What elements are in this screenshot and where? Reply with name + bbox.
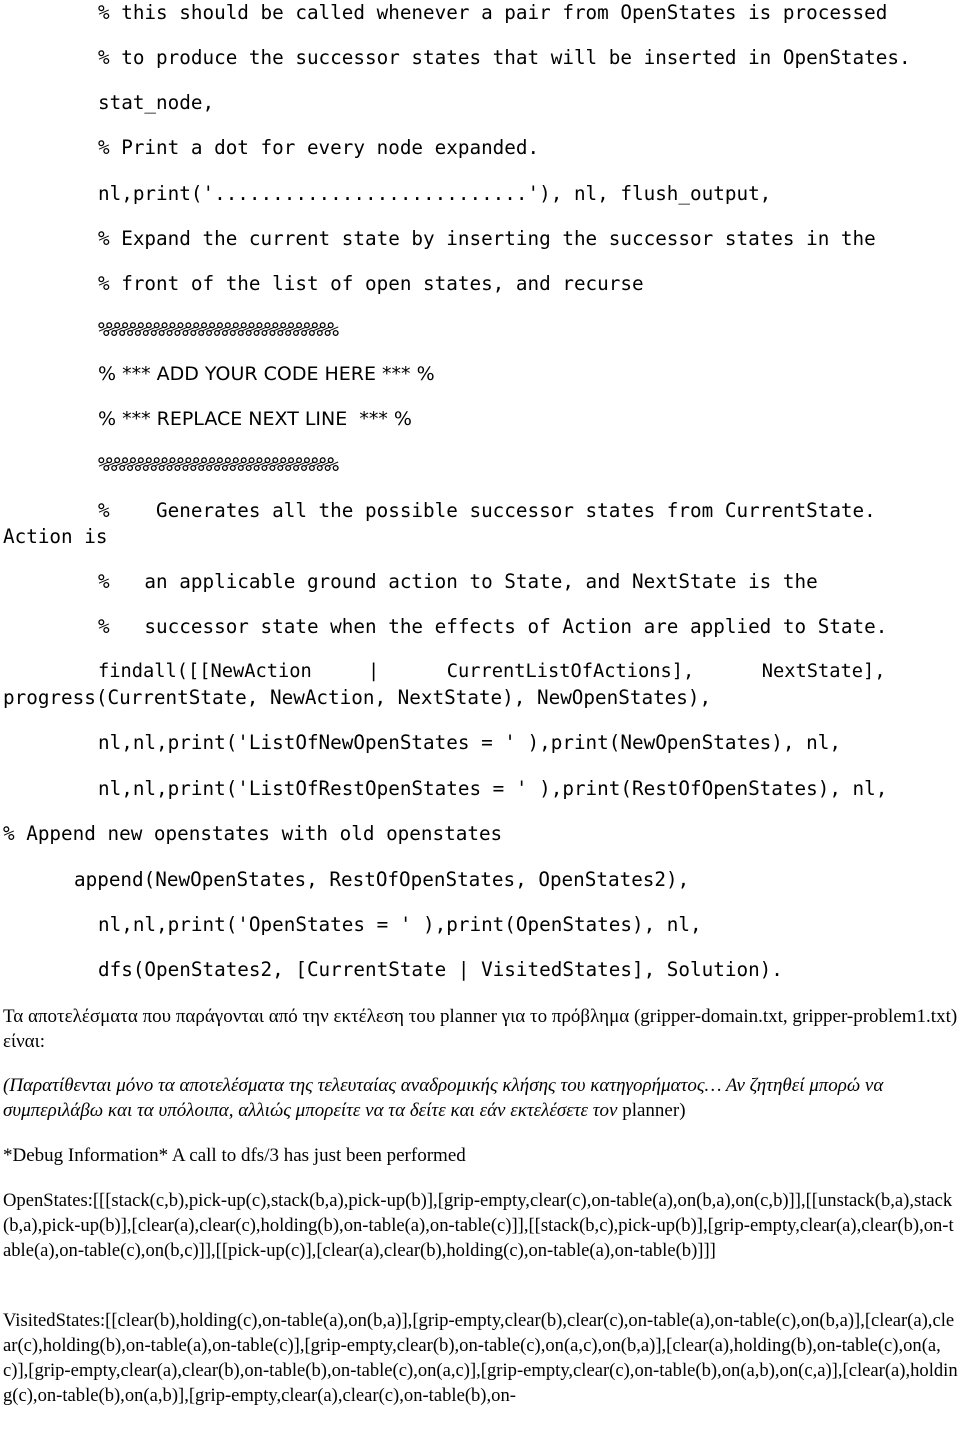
debug-info-line: *Debug Information* A call to dfs/3 has just been performed xyxy=(3,1145,466,1166)
code-separator-line: %%%%%%%%%%%%%%%%%%%%%%%%%%%%%% xyxy=(98,453,336,476)
note-paragraph xyxy=(3,1073,958,1123)
open-states-paragraph: OpenStates:[[[stack(c,b),pick-up(c),stack(b,a),pick-up(b)],[grip-empty,clear(c),on-table(a),on(b,a),on(c,b)]],[[unstack(b,a),stack(b,a),pick-up(b)],[clear(a),clear(c),holding(b),on-table(a),on-table(c)]],[[stack(b,c),pick-up(b)],[grip-empty,clear(a),clear(b),on-table(a),on-table(c),on(b,c)]],[[pick-up(c)],[clear(a),clear(b),holding(c),on-table(a),on-table(b)]]] xyxy=(3,1190,954,1261)
code-placeholder-line: % *** ADD YOUR CODE HERE *** % xyxy=(98,363,435,385)
note-italic-text: (Παρατίθενται μόνο τα αποτελέσματα της τελευταίας αναδρομικής κλήσης του κατηγορήματος… Αν ζητηθεί μπορώ να συμπεριλάβω και τα υπόλοιπα, αλλιώς μπορείτε να τα δείτε και εάν εκτελέσετε τον xyxy=(3,1075,884,1121)
code-line: append(NewOpenStates, RestOfOpenStates, OpenStates2), xyxy=(74,868,690,891)
code-comment-continuation: Action is xyxy=(3,525,108,548)
code-separator-line: %%%%%%%%%%%%%%%%%%%%%%%%%%%%%% xyxy=(98,318,336,341)
code-findall-continuation: progress(CurrentState, NewAction, NextState), NewOpenStates), xyxy=(3,686,712,709)
code-line: nl,nl,print('OpenStates = ' ),print(OpenStates), nl, xyxy=(98,913,702,936)
code-comment-line: % front of the list of open states, and recurse xyxy=(98,272,644,295)
code-comment-line: % successor state when the effects of Action are applied to State. xyxy=(98,615,888,638)
code-placeholder-line: % *** REPLACE NEXT LINE *** % xyxy=(98,408,412,430)
code-line: dfs(OpenStates2, [CurrentState | VisitedStates], Solution). xyxy=(98,958,783,981)
note-plain-text: planner) xyxy=(622,1100,686,1121)
code-comment-line: % Generates all the possible successor states from CurrentState. xyxy=(98,499,876,522)
code-line: nl,nl,print('ListOfNewOpenStates = ' ),print(NewOpenStates), nl, xyxy=(98,731,841,754)
code-comment-line: % to produce the successor states that will be inserted in OpenStates. xyxy=(98,46,911,69)
code-findall-line: findall([[NewAction | CurrentListOfActions], NextState], xyxy=(98,661,886,682)
code-comment-line: % this should be called whenever a pair from OpenStates is processed xyxy=(98,1,888,24)
code-comment-line: % an applicable ground action to State, and NextState is the xyxy=(98,570,818,593)
visited-states-paragraph: VisitedStates:[[clear(b),holding(c),on-table(a),on(b,a)],[grip-empty,clear(b),clear(c),on-table(a),on-table(c),on(b,a)],[clear(a),clear(c),holding(b),on-table(a),on-table(c)],[grip-empty,clear(b),on-table(c),on(a,c),on(b,a)],[clear(a),holding(b),on-table(c),on(a,c)],[grip-empty,clear(a),clear(b),on-table(b),on-table(c),on(a,c)],[grip-empty,clear(c),on-table(b),on(a,b),on(c,a)],[clear(a),holding(c),on-table(b),on(a,b)],[grip-empty,clear(a),clear(c),on-table(b),on- xyxy=(3,1310,958,1406)
results-intro-paragraph: Τα αποτελέσματα που παράγονται από την εκτέλεση του planner για το πρόβλημα (gripper-domain.txt, gripper-problem1.txt) είναι: xyxy=(3,1006,958,1052)
code-comment-line: % Print a dot for every node expanded. xyxy=(98,136,540,159)
code-comment-line: % Expand the current state by inserting the successor states in the xyxy=(98,227,876,250)
code-line: stat_node, xyxy=(98,91,215,114)
code-comment-line: % Append new openstates with old openstates xyxy=(3,822,503,845)
code-line: nl,nl,print('ListOfRestOpenStates = ' ),print(RestOfOpenStates), nl, xyxy=(98,777,888,800)
code-line: nl,print('...........................'), nl, flush_output, xyxy=(98,182,772,205)
